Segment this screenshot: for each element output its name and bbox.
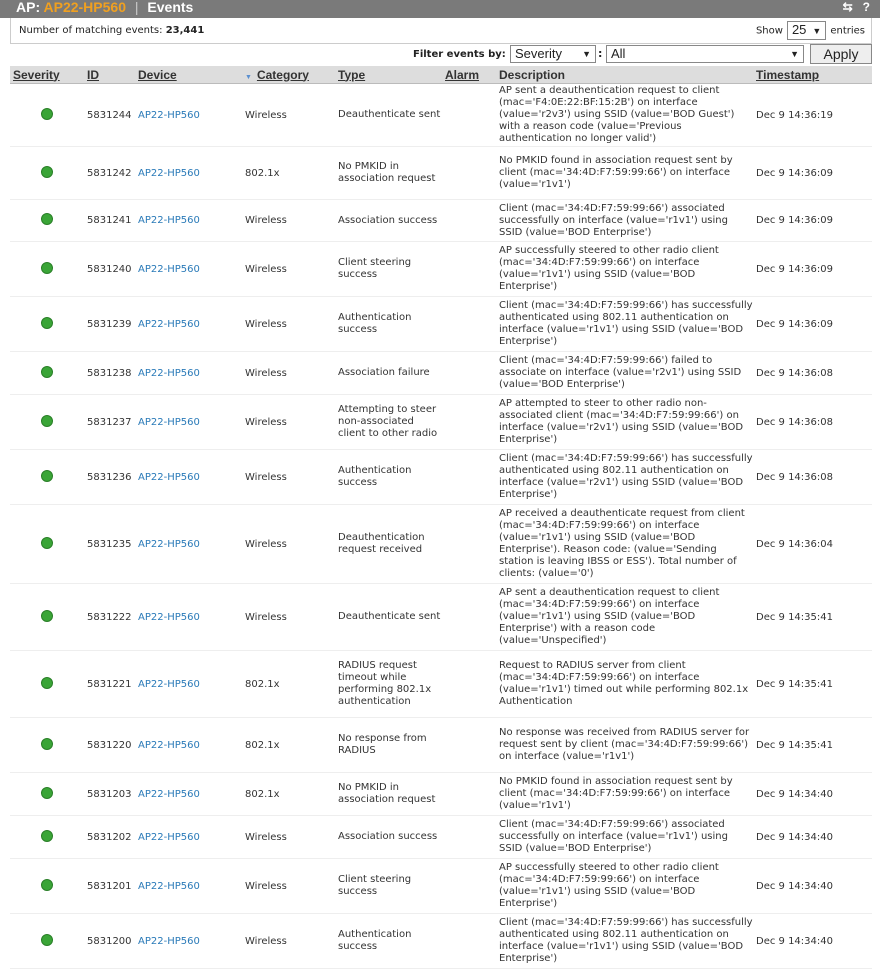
alarm-cell: [442, 584, 496, 651]
severity-cell: [10, 859, 84, 914]
timestamp-cell: Dec 9 14:34:40: [753, 816, 872, 859]
alarm-cell: [442, 450, 496, 505]
description-cell: Request to RADIUS server from client (mac='34:4D:F7:59:99:66') on interface (value='r1v1') timed out while performing 802.1x Authentication: [496, 651, 753, 718]
severity-cell: [10, 147, 84, 200]
severity-cell: [10, 914, 84, 969]
severity-cell: [10, 84, 84, 147]
severity-ok-icon: [41, 934, 53, 946]
event-id: 5831238: [84, 352, 135, 395]
filter-field-select[interactable]: [510, 45, 596, 63]
severity-ok-icon: [41, 610, 53, 622]
type-cell: Client steering success: [335, 859, 442, 914]
severity-cell: [10, 651, 84, 718]
event-id: 5831239: [84, 297, 135, 352]
description-cell: Client (mac='34:4D:F7:59:99:66') associated successfully on interface (value='r1v1') using SSID (value='BOD Enterprise'): [496, 200, 753, 242]
device-link[interactable]: AP22-HP560: [135, 200, 242, 242]
alarm-cell: [442, 200, 496, 242]
alarm-cell: [442, 816, 496, 859]
page-size-select[interactable]: [787, 21, 826, 40]
col-category[interactable]: ▼ Category: [242, 66, 335, 84]
table-row[interactable]: [10, 718, 872, 773]
type-cell: Authentication success: [335, 450, 442, 505]
table-row[interactable]: [10, 242, 872, 297]
severity-ok-icon: [41, 213, 53, 225]
type-cell: Authentication success: [335, 297, 442, 352]
page-size-control: [756, 21, 865, 41]
description-cell: Client (mac='34:4D:F7:59:99:66') has successfully authenticated using 802.11 authentication on interface (value='r1v1') using SSID (value='BOD Enterprise'): [496, 914, 753, 969]
severity-cell: [10, 200, 84, 242]
category-cell: Wireless: [242, 352, 335, 395]
severity-ok-icon: [41, 366, 53, 378]
table-row[interactable]: [10, 651, 872, 718]
type-cell: Deauthentication request received: [335, 505, 442, 584]
chevron-down-icon: ▼: [582, 49, 591, 59]
type-cell: Attempting to steer non-associated client to other radio: [335, 395, 442, 450]
timestamp-cell: Dec 9 14:36:09: [753, 242, 872, 297]
timestamp-cell: Dec 9 14:34:40: [753, 914, 872, 969]
type-cell: Authentication success: [335, 914, 442, 969]
severity-cell: [10, 773, 84, 816]
type-cell: Client steering success: [335, 242, 442, 297]
table-row[interactable]: [10, 450, 872, 505]
device-link[interactable]: AP22-HP560: [135, 859, 242, 914]
filter-label: Filter events by:: [413, 49, 506, 60]
device-link[interactable]: AP22-HP560: [135, 584, 242, 651]
table-row[interactable]: [10, 816, 872, 859]
event-id: 5831201: [84, 859, 135, 914]
severity-ok-icon: [41, 262, 53, 274]
type-cell: No PMKID in association request: [335, 147, 442, 200]
col-device[interactable]: Device: [135, 66, 242, 84]
alarm-cell: [442, 297, 496, 352]
category-cell: Wireless: [242, 816, 335, 859]
event-id: 5831241: [84, 200, 135, 242]
device-link[interactable]: AP22-HP560: [135, 84, 242, 147]
timestamp-cell: Dec 9 14:36:08: [753, 352, 872, 395]
filter-value-value: All: [611, 46, 626, 61]
description-cell: AP successfully steered to other radio client (mac='34:4D:F7:59:99:66') on interface (value='r1v1') using SSID (value='BOD Enterprise'): [496, 859, 753, 914]
type-cell: Association success: [335, 200, 442, 242]
category-cell: 802.1x: [242, 773, 335, 816]
severity-cell: [10, 505, 84, 584]
event-id: 5831236: [84, 450, 135, 505]
page-title: Events: [147, 0, 194, 15]
filter-field-value: Severity: [515, 46, 562, 61]
severity-cell: [10, 584, 84, 651]
severity-ok-icon: [41, 787, 53, 799]
alarm-cell: [442, 505, 496, 584]
timestamp-cell: Dec 9 14:36:08: [753, 450, 872, 505]
severity-cell: [10, 718, 84, 773]
device-link[interactable]: AP22-HP560: [135, 352, 242, 395]
event-id: 5831244: [84, 84, 135, 147]
alarm-cell: [442, 84, 496, 147]
description-cell: Client (mac='34:4D:F7:59:99:66') has successfully authenticated using 802.11 authentication on interface (value='r1v1') using SSID (value='BOD Enterprise'): [496, 297, 753, 352]
timestamp-cell: Dec 9 14:36:19: [753, 84, 872, 147]
table-row[interactable]: [10, 147, 872, 200]
category-cell: Wireless: [242, 242, 335, 297]
col-id[interactable]: ID: [84, 66, 135, 84]
events-table: [10, 66, 872, 969]
description-cell: AP sent a deauthentication request to client (mac='34:4D:F7:59:99:66') on interface (value='r1v1') using SSID (value='BOD Enterprise') with a reason code (value='Unspecified'): [496, 584, 753, 651]
matching-count: 23,441: [165, 25, 205, 36]
event-id: 5831202: [84, 816, 135, 859]
col-timestamp[interactable]: Timestamp: [753, 66, 872, 84]
event-id: 5831242: [84, 147, 135, 200]
category-cell: 802.1x: [242, 718, 335, 773]
apply-button[interactable]: Apply: [810, 44, 872, 64]
page-size-value: 25: [791, 22, 807, 37]
table-row[interactable]: [10, 352, 872, 395]
title-bar: [0, 0, 880, 18]
severity-cell: [10, 450, 84, 505]
timestamp-cell: Dec 9 14:36:09: [753, 297, 872, 352]
description-cell: Client (mac='34:4D:F7:59:99:66') failed to associate on interface (value='r2v1') using SSID (value='BOD Enterprise'): [496, 352, 753, 395]
chevron-down-icon: ▼: [790, 49, 799, 59]
filter-bar: [10, 44, 872, 66]
category-cell: Wireless: [242, 297, 335, 352]
table-row[interactable]: [10, 395, 872, 450]
alarm-cell: [442, 147, 496, 200]
title-icons: [833, 0, 870, 14]
alarm-cell: [442, 718, 496, 773]
device-link[interactable]: AP22-HP560: [135, 450, 242, 505]
table-row[interactable]: [10, 914, 872, 969]
type-cell: No PMKID in association request: [335, 773, 442, 816]
timestamp-cell: Dec 9 14:36:08: [753, 395, 872, 450]
alarm-cell: [442, 773, 496, 816]
table-header: [10, 66, 872, 84]
device-link[interactable]: AP22-HP560: [135, 505, 242, 584]
description-cell: AP received a deauthenticate request from client (mac='34:4D:F7:59:99:66') on interface (value='r1v1') using SSID (value='BOD Enterprise'). Reason code: (value='Sending station is leaving IBSS or ESS'). Total number of clients: (value='0'): [496, 505, 753, 584]
col-type[interactable]: Type: [335, 66, 442, 84]
alarm-cell: [442, 352, 496, 395]
severity-ok-icon: [41, 317, 53, 329]
device-link[interactable]: AP22-HP560: [135, 914, 242, 969]
timestamp-cell: Dec 9 14:35:41: [753, 651, 872, 718]
device-link[interactable]: AP22-HP560: [135, 242, 242, 297]
alarm-cell: [442, 914, 496, 969]
col-description: Description: [496, 66, 753, 84]
category-cell: Wireless: [242, 914, 335, 969]
table-row[interactable]: [10, 505, 872, 584]
description-cell: Client (mac='34:4D:F7:59:99:66') has successfully authenticated using 802.11 authentication on interface (value='r2v1') using SSID (value='BOD Enterprise'): [496, 450, 753, 505]
table-row[interactable]: [10, 773, 872, 816]
description-cell: AP sent a deauthentication request to client (mac='F4:0E:22:BF:15:2B') on interface (value='r2v3') using SSID (value='BOD Guest') with a reason code (value='Previous authentication no longer valid'): [496, 84, 753, 147]
event-id: 5831220: [84, 718, 135, 773]
description-cell: No PMKID found in association request sent by client (mac='34:4D:F7:59:99:66') on interface (value='r1v1'): [496, 147, 753, 200]
device-link[interactable]: AP22-HP560: [135, 147, 242, 200]
device-link[interactable]: AP22-HP560: [135, 395, 242, 450]
table-row[interactable]: [10, 200, 872, 242]
event-id: 5831222: [84, 584, 135, 651]
event-id: 5831235: [84, 505, 135, 584]
category-cell: 802.1x: [242, 147, 335, 200]
severity-ok-icon: [41, 537, 53, 549]
severity-ok-icon: [41, 830, 53, 842]
sort-desc-icon: ▼: [245, 73, 252, 81]
table-row[interactable]: [10, 584, 872, 651]
event-id: 5831203: [84, 773, 135, 816]
ap-name[interactable]: AP22-HP560: [43, 0, 126, 15]
entries-label: entries: [830, 25, 865, 37]
category-cell: Wireless: [242, 395, 335, 450]
matching-events: [19, 25, 204, 36]
device-link[interactable]: AP22-HP560: [135, 718, 242, 773]
timestamp-cell: Dec 9 14:35:41: [753, 584, 872, 651]
timestamp-cell: Dec 9 14:36:09: [753, 200, 872, 242]
severity-cell: [10, 297, 84, 352]
severity-cell: [10, 352, 84, 395]
device-link[interactable]: AP22-HP560: [135, 816, 242, 859]
severity-ok-icon: [41, 415, 53, 427]
category-cell: Wireless: [242, 450, 335, 505]
timestamp-cell: Dec 9 14:34:40: [753, 773, 872, 816]
timestamp-cell: Dec 9 14:36:04: [753, 505, 872, 584]
table-row[interactable]: [10, 84, 872, 147]
severity-ok-icon: [41, 166, 53, 178]
title-separator: |: [134, 0, 139, 15]
alarm-cell: [442, 651, 496, 718]
type-cell: No response from RADIUS: [335, 718, 442, 773]
category-cell: Wireless: [242, 200, 335, 242]
description-cell: AP attempted to steer to other radio non-associated client (mac='34:4D:F7:59:99:66') on interface (value='r2v1') using SSID (value='BOD Enterprise'): [496, 395, 753, 450]
severity-ok-icon: [41, 677, 53, 689]
timestamp-cell: Dec 9 14:35:41: [753, 718, 872, 773]
type-cell: Deauthenticate sent: [335, 584, 442, 651]
severity-cell: [10, 242, 84, 297]
type-cell: Association failure: [335, 352, 442, 395]
filter-colon: :: [598, 47, 603, 60]
alarm-cell: [442, 242, 496, 297]
severity-cell: [10, 395, 84, 450]
timestamp-cell: Dec 9 14:34:40: [753, 859, 872, 914]
severity-cell: [10, 816, 84, 859]
event-id: 5831237: [84, 395, 135, 450]
severity-ok-icon: [41, 108, 53, 120]
type-cell: Association success: [335, 816, 442, 859]
description-cell: No response was received from RADIUS server for request sent by client (mac='34:4D:F7:59:99:66') on interface (value='r1v1'): [496, 718, 753, 773]
alarm-cell: [442, 395, 496, 450]
severity-ok-icon: [41, 879, 53, 891]
description-cell: AP successfully steered to other radio client (mac='34:4D:F7:59:99:66') on interface (value='r1v1') using SSID (value='BOD Enterprise'): [496, 242, 753, 297]
table-row[interactable]: [10, 859, 872, 914]
device-link[interactable]: AP22-HP560: [135, 651, 242, 718]
category-cell: Wireless: [242, 505, 335, 584]
event-id: 5831221: [84, 651, 135, 718]
filter-value-select[interactable]: [606, 45, 804, 63]
matching-label: Number of matching events:: [19, 25, 163, 36]
refresh-icon[interactable]: ⇆: [842, 0, 853, 14]
category-cell: Wireless: [242, 859, 335, 914]
description-cell: Client (mac='34:4D:F7:59:99:66') associated successfully on interface (value='r1v1') using SSID (value='BOD Enterprise'): [496, 816, 753, 859]
col-severity[interactable]: Severity: [10, 66, 84, 84]
chevron-down-icon: ▼: [812, 26, 822, 36]
device-link[interactable]: AP22-HP560: [135, 773, 242, 816]
category-cell: Wireless: [242, 584, 335, 651]
category-cell: 802.1x: [242, 651, 335, 718]
table-row[interactable]: [10, 297, 872, 352]
type-cell: Deauthenticate sent: [335, 84, 442, 147]
show-label: Show: [755, 25, 783, 37]
timestamp-cell: Dec 9 14:36:09: [753, 147, 872, 200]
help-icon[interactable]: ?: [862, 0, 870, 14]
event-id: 5831240: [84, 242, 135, 297]
device-link[interactable]: AP22-HP560: [135, 297, 242, 352]
event-id: 5831200: [84, 914, 135, 969]
col-alarm[interactable]: Alarm: [442, 66, 496, 84]
description-cell: No PMKID found in association request sent by client (mac='34:4D:F7:59:99:66') on interface (value='r1v1'): [496, 773, 753, 816]
alarm-cell: [442, 859, 496, 914]
severity-ok-icon: [41, 738, 53, 750]
type-cell: RADIUS request timeout while performing 802.1x authentication: [335, 651, 442, 718]
severity-ok-icon: [41, 470, 53, 482]
summary-bar: [10, 18, 872, 44]
category-cell: Wireless: [242, 84, 335, 147]
title-prefix: AP:: [16, 0, 41, 15]
